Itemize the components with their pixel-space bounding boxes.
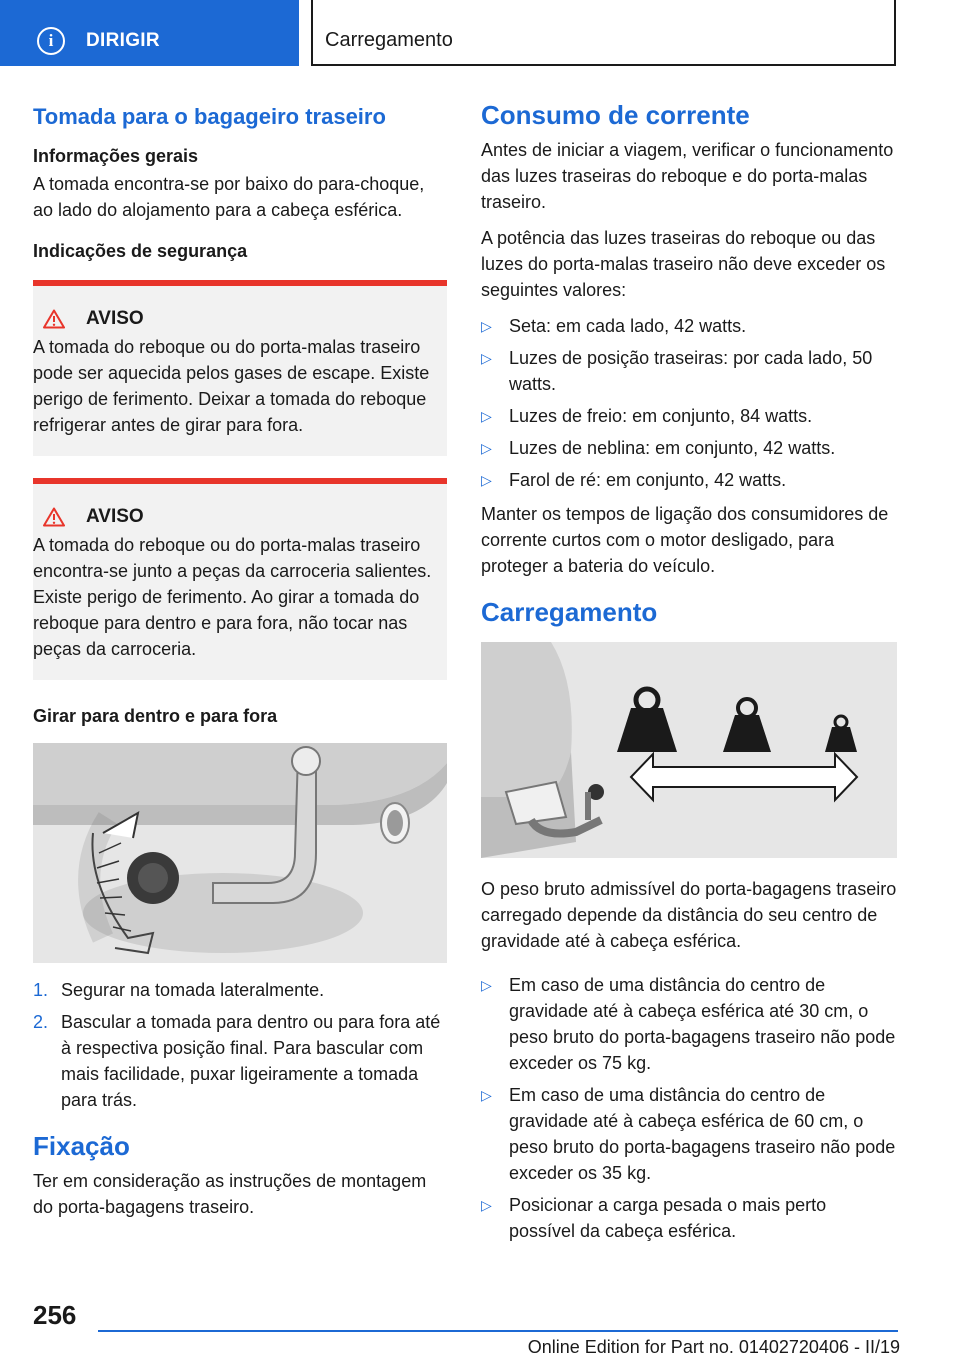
socket-rotation-illustration xyxy=(33,743,447,963)
edition-text: Online Edition for Part no. 01402720406 - II/19 xyxy=(527,1337,900,1357)
general-heading: Informações gerais xyxy=(33,146,199,166)
socket-title: Tomada para o bagageiro traseiro xyxy=(33,104,386,129)
fixation-text: Ter em consideração as instruções de montagem do porta-bagagens traseiro. xyxy=(33,1171,427,1217)
list-item xyxy=(33,977,447,1003)
intro-text: Antes de iniciar a viagem, verificar o funcionamento das luzes traseiras do reboque e do porta-malas traseiro. xyxy=(481,140,894,212)
current-consumption-title: Consumo de corrente xyxy=(481,100,750,130)
triangle-bullet-icon: ▷ xyxy=(481,1087,492,1103)
load-item-text: Em caso de uma distância do centro de gravidade até à cabeça esférica até 30 cm, o peso bruto do porta-bagagens traseiro não pode exceder os 75 kg. xyxy=(509,975,896,1073)
limit-text: Luzes de neblina: em conjunto, 42 watts. xyxy=(509,438,836,458)
list-item xyxy=(481,313,897,339)
step-text: Segurar na tomada lateralmente. xyxy=(61,980,325,1000)
step-text: Bascular a tomada para dentro ou para fora até à respectiva posição final. Para bascular com mais facilidade, puxar ligeiramente a tomada para trás. xyxy=(61,1012,441,1110)
list-item xyxy=(481,972,897,1076)
warning-triangle-icon xyxy=(43,309,65,329)
triangle-bullet-icon: ▷ xyxy=(481,440,492,456)
load-item-text: Em caso de uma distância do centro de gravidade até à cabeça esférica de 60 cm, o peso bruto do porta-bagagens traseiro não pode exceder os 35 kg. xyxy=(509,1085,896,1183)
chapter-tab[interactable] xyxy=(0,0,299,66)
triangle-bullet-icon: ▷ xyxy=(481,318,492,334)
step-number: 1. xyxy=(33,980,49,1000)
warning-text: A tomada do reboque ou do porta-malas traseiro encontra-se junto a peças da carroceria salientes. Existe perigo de ferimento. Ao girar a tomada do reboque para dentro e para fora, não tocar nas peças da carroceria. xyxy=(33,535,432,659)
limit-text: Luzes de posição traseiras: por cada lado, 50 watts. xyxy=(509,348,873,394)
info-circle-icon: i xyxy=(37,27,65,55)
left-column xyxy=(33,100,447,1238)
warning-title: AVISO xyxy=(86,506,144,527)
list-item xyxy=(481,467,897,493)
page-number: 256 xyxy=(33,1300,77,1330)
warning-text: A tomada do reboque ou do porta-malas traseiro pode ser aquecida pelos gases de escape. Existe perigo de ferimento. Deixar a tomada do reboque refrigerar antes de girar para fora. xyxy=(33,337,430,435)
limit-text: Seta: em cada lado, 42 watts. xyxy=(509,316,747,336)
footer-divider xyxy=(98,1330,898,1332)
rotate-heading: Girar para dentro e para fora xyxy=(33,706,278,726)
limit-text: Luzes de freio: em conjunto, 84 watts. xyxy=(509,406,813,426)
list-item xyxy=(481,403,897,429)
warning-box xyxy=(33,280,447,456)
fixation-title: Fixação xyxy=(33,1131,130,1161)
limits-list xyxy=(481,313,897,493)
triangle-bullet-icon: ▷ xyxy=(481,408,492,424)
limit-text: Farol de ré: em conjunto, 42 watts. xyxy=(509,470,787,490)
load-text: O peso bruto admissível do porta-bagagens traseiro carregado depende da distância do seu centro de gravidade até à cabeça esférica. xyxy=(481,879,897,951)
list-item xyxy=(33,1009,447,1113)
intro-text: A potência das luzes traseiras do reboque ou das luzes do porta-malas traseiro não deve exceder os seguintes valores: xyxy=(481,228,886,300)
list-item xyxy=(481,1082,897,1186)
load-distance-illustration xyxy=(481,642,897,858)
loading-title: Carregamento xyxy=(481,597,658,627)
list-item xyxy=(481,1192,897,1244)
triangle-bullet-icon: ▷ xyxy=(481,1197,492,1213)
load-list xyxy=(481,972,897,1244)
step-number: 2. xyxy=(33,1012,49,1032)
right-column xyxy=(481,100,897,1252)
section-title: Carregamento xyxy=(325,29,453,51)
triangle-bullet-icon: ▷ xyxy=(481,472,492,488)
triangle-bullet-icon: ▷ xyxy=(481,977,492,993)
safety-heading: Indicações de segurança xyxy=(33,241,248,261)
keep-short-text: Manter os tempos de ligação dos consumidores de corrente curtos com o motor desligado, para proteger a bateria do veículo. xyxy=(481,504,889,576)
steps-list xyxy=(33,977,447,1113)
load-item-text: Posicionar a carga pesada o mais perto possível da cabeça esférica. xyxy=(509,1195,827,1241)
warning-title: AVISO xyxy=(86,308,144,329)
general-text: A tomada encontra-se por baixo do para-choque, ao lado do alojamento para a cabeça esférica. xyxy=(33,174,425,220)
list-item xyxy=(481,435,897,461)
chapter-title: DIRIGIR xyxy=(86,30,160,51)
triangle-bullet-icon: ▷ xyxy=(481,350,492,366)
warning-box xyxy=(33,478,447,680)
warning-triangle-icon xyxy=(43,507,65,527)
list-item xyxy=(481,345,897,397)
